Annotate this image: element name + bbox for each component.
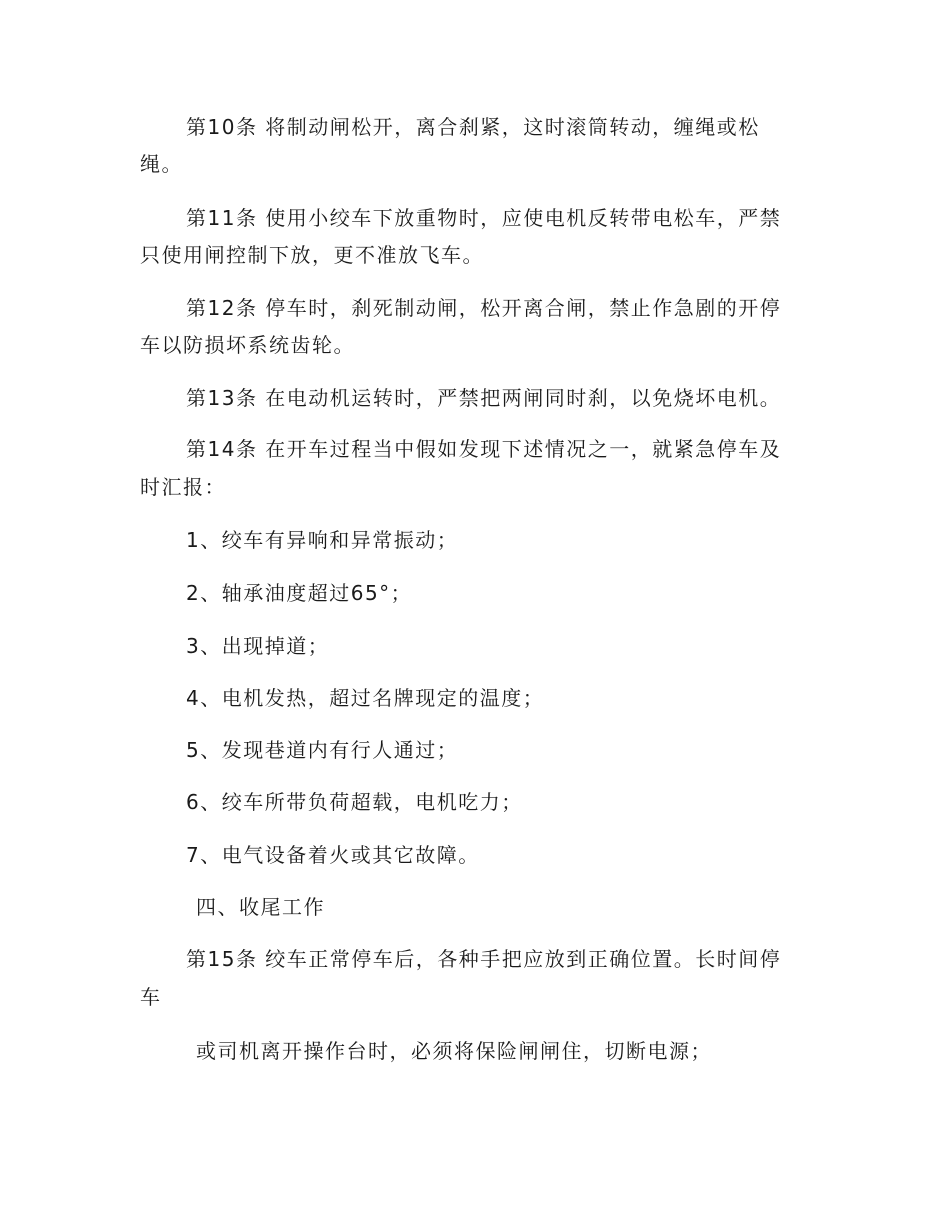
list-item: 4、电机发热，超过名牌现定的温度； [186,686,545,710]
article-14-line-1: 第14条 在开车过程当中假如发现下述情况之一，就紧急停车及 [186,437,782,461]
article-10-line-2: 绳。 [140,152,183,176]
article-11-line-1: 第11条 使用小绞车下放重物时，应使电机反转带电松车，严禁 [186,206,782,230]
list-item: 7、电气设备着火或其它故障。 [186,843,480,867]
section-heading: 四、收尾工作 [196,895,325,919]
list-item: 2、轴承油度超过65°； [186,581,413,605]
article-14-line-2: 时汇报： [140,475,226,499]
article-10-line-1: 第10条 将制动闸松开，离合刹紧，这时滚筒转动，缠绳或松 [186,115,760,139]
article-15-line-1: 第15条 绞车正常停车后，各种手把应放到正确位置。长时间停 [186,947,782,971]
list-item: 5、发现巷道内有行人通过； [186,738,459,762]
article-15-line-2: 车 [140,985,162,1009]
article-15-line-3: 或司机离开操作台时，必须将保险闸闸住，切断电源； [196,1039,712,1063]
list-item: 6、绞车所带负荷超载，电机吃力； [186,790,523,814]
article-11-line-2: 只使用闸控制下放，更不准放飞车。 [140,243,484,267]
list-item: 1、绞车有异响和异常振动； [186,528,459,552]
list-item: 3、出现掉道； [186,634,330,658]
article-13-line-1: 第13条 在电动机运转时，严禁把两闸同时刹，以免烧坏电机。 [186,386,782,410]
article-12-line-2: 车以防损坏系统齿轮。 [140,333,355,357]
article-12-line-1: 第12条 停车时，刹死制动闸，松开离合闸，禁止作急剧的开停 [186,296,782,320]
